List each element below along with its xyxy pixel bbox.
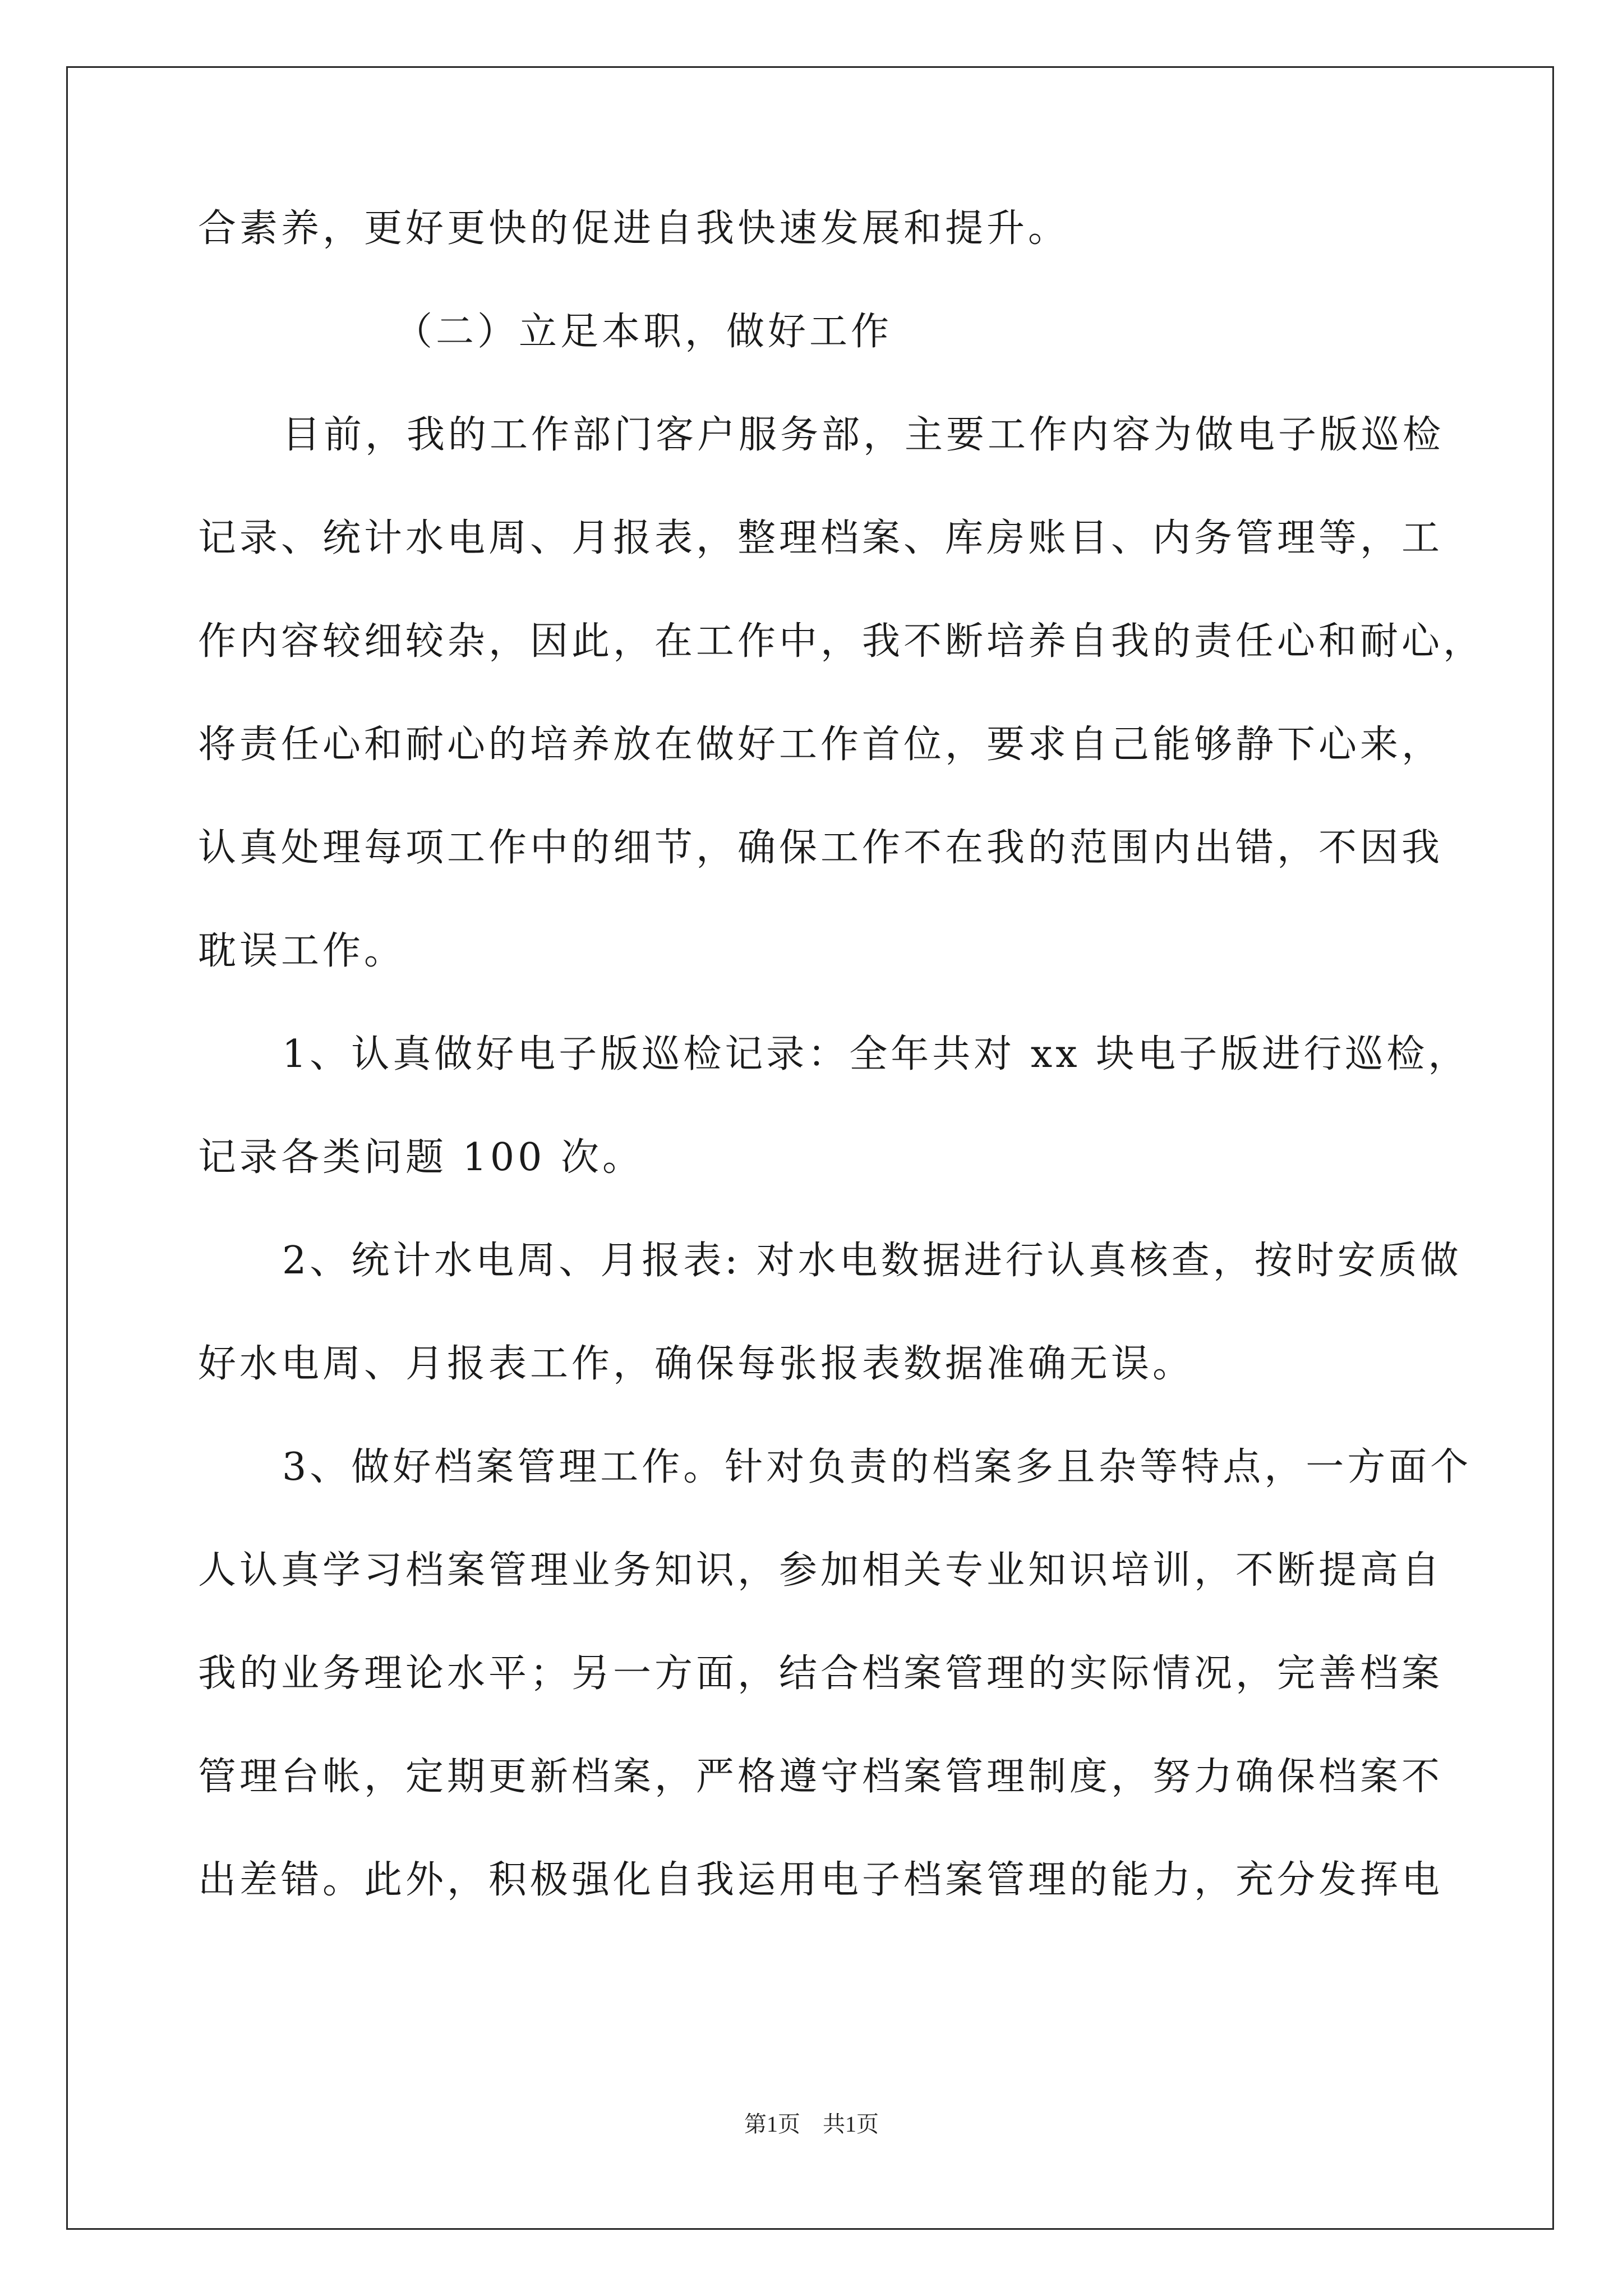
paragraph-line: 作内容较细较杂，因此，在工作中，我不断培养自我的责任心和耐心， (198, 619, 1485, 664)
page-total: 共1页 (823, 2111, 879, 2137)
list-item-line: 好水电周、月报表工作，确保每张报表数据准确无误。 (198, 1342, 1195, 1386)
paragraph-line: 记录、统计水电周、月报表，整理档案、库房账目、内务管理等，工 (198, 516, 1444, 560)
page-footer (0, 2108, 1623, 2141)
list-item-line: 3、做好档案管理工作。针对负责的档案多且杂等特点，一方面个 (282, 1445, 1472, 1489)
list-item-line: 出差错。此外，积极强化自我运用电子档案管理的能力，充分发挥电 (198, 1858, 1444, 1902)
list-item-line: 我的业务理论水平；另一方面，结合档案管理的实际情况，完善档案 (198, 1651, 1444, 1696)
section-heading: （二）立足本职，做好工作 (394, 310, 893, 354)
paragraph-line: 认真处理每项工作中的细节，确保工作不在我的范围内出错，不因我 (198, 826, 1444, 870)
paragraph-line: 将责任心和耐心的培养放在做好工作首位，要求自己能够静下心来， (198, 723, 1444, 767)
list-item-line: 1、认真做好电子版巡检记录：全年共对 xx 块电子版进行巡检， (282, 1032, 1470, 1076)
list-item-line: 管理台帐，定期更新档案，严格遵守档案管理制度，努力确保档案不 (198, 1755, 1444, 1799)
paragraph-line: 目前，我的工作部门客户服务部，主要工作内容为做电子版巡检 (282, 413, 1445, 457)
paragraph-line: 耽误工作。 (198, 929, 406, 973)
paragraph-line: 合素养，更好更快的促进自我快速发展和提升。 (198, 206, 1070, 251)
list-item-line: 记录各类问题 100 次。 (198, 1135, 644, 1180)
document-body (198, 201, 1485, 1955)
list-item-line: 2、统计水电周、月报表: 对水电数据进行认真核查，按时安质做 (282, 1239, 1462, 1283)
list-item-line: 人认真学习档案管理业务知识，参加相关专业知识培训，不断提高自 (198, 1548, 1444, 1593)
page-number: 第1页 (744, 2111, 800, 2137)
